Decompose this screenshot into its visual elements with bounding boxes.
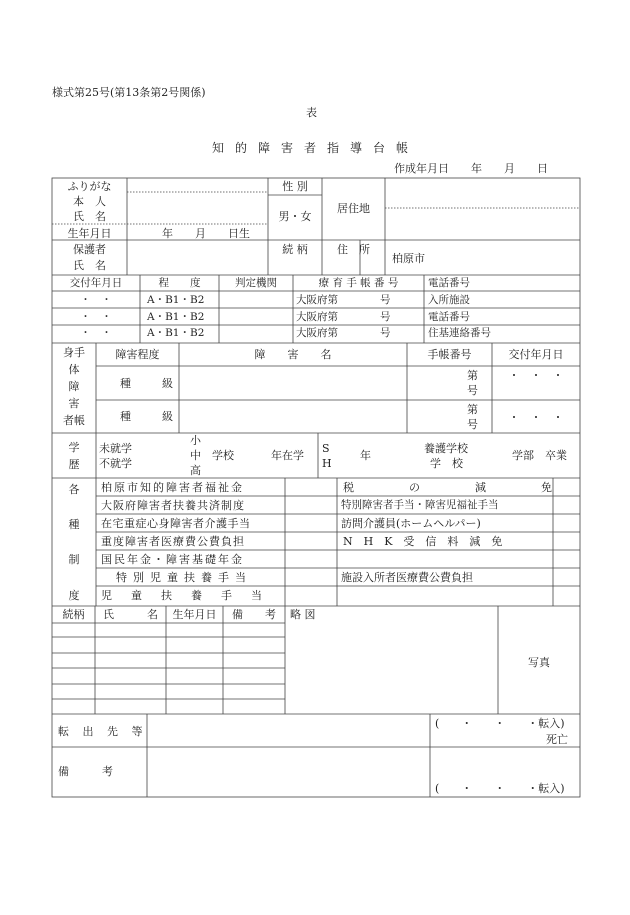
physical-row-1-date: ・ ・ ・ — [508, 369, 564, 382]
physical-row-2-grade: 級 — [162, 410, 173, 423]
education-status-1: 未就学 — [99, 442, 132, 455]
residence-label: 居住地 — [337, 202, 370, 215]
techo-row-1-number: 大阪府第 号 — [296, 294, 391, 306]
systems-side-2: 種 — [68, 518, 80, 531]
furigana-label: ふりがな — [67, 180, 112, 193]
remarks-moved-in: ( ・ ・ ・転入) — [435, 782, 565, 795]
education-level-top: 小 — [190, 434, 201, 447]
techo-row-2-grade: A・B1・B2 — [147, 311, 205, 323]
education-era-2: H — [322, 457, 332, 470]
family-header-notes: 備 考 — [232, 608, 276, 621]
physical-header-date: 交付年月日 — [508, 348, 564, 361]
techo-header-date: 交付年月日 — [69, 277, 123, 289]
physical-side-5: 者帳 — [63, 414, 85, 427]
system-right-6: 施設入所者医療費公費負担 — [341, 571, 473, 584]
sex-options: 男・女 — [278, 210, 312, 223]
remarks-label: 備 考 — [58, 765, 113, 778]
education-graduated: 学部 卒業 — [512, 449, 567, 462]
physical-header-number: 手帳番号 — [427, 348, 472, 361]
family-header-relation: 続柄 — [62, 608, 85, 621]
physical-side-3: 障 — [68, 380, 80, 393]
transfer-death: 死亡 — [546, 733, 568, 746]
techo-row-3-grade: A・B1・B2 — [147, 327, 205, 339]
education-side-1: 学 — [68, 441, 80, 454]
education-level-mid: 中 学校 — [190, 449, 234, 462]
sex-label: 性 別 — [282, 180, 308, 193]
techo-row-1-date: ・ ・ — [80, 294, 112, 306]
system-right-1: 税 の 減 免 — [343, 481, 574, 494]
physical-side-1: 身手 — [63, 346, 85, 359]
birth-date-label: 生年月日 — [67, 227, 112, 240]
system-left-3: 在宅重症心身障害者介護手当 — [101, 517, 251, 530]
systems-side-4: 度 — [68, 589, 80, 602]
guardian-label-1: 保護者 — [73, 243, 106, 256]
techo-row-3-number: 大阪府第 号 — [296, 327, 391, 339]
city-text: 柏原市 — [392, 252, 425, 265]
family-header-birth: 生年月日 — [172, 608, 217, 621]
address-label: 住 所 — [337, 243, 370, 256]
techo-row-1-contact: 入所施設 — [428, 294, 470, 306]
techo-row-1-grade: A・B1・B2 — [147, 294, 205, 306]
techo-header-number: 療 育 手 帳 番 号 — [318, 277, 399, 289]
system-right-4: NHK受信料減免 — [343, 535, 514, 548]
photo-label: 写真 — [528, 656, 550, 669]
map-label: 略 図 — [290, 608, 316, 621]
system-left-6: 特別児童扶養手当 — [116, 571, 252, 584]
page-title: 知的障害者指導台帳 — [212, 141, 420, 155]
techo-header-agency: 判定機関 — [235, 277, 277, 289]
physical-row-2-date: ・ ・ ・ — [508, 411, 564, 424]
guardian-label-2: 氏 名 — [73, 259, 106, 272]
system-left-7: 児童扶養手当 — [101, 589, 281, 602]
system-right-3: 訪問介護員(ホームヘルパー) — [341, 517, 481, 530]
system-left-4: 重度障害者医療費公費負担 — [101, 535, 245, 548]
education-level-bottom: 高 — [190, 464, 201, 477]
education-special-school-1: 養護学校 — [424, 442, 468, 455]
system-left-2: 大阪府障害者扶養共済制度 — [101, 499, 245, 512]
relation-label: 続 柄 — [282, 243, 308, 256]
techo-row-2-contact: 電話番号 — [428, 311, 470, 323]
education-enrolled: 年在学 — [271, 449, 304, 462]
techo-header-grade: 程 度 — [158, 277, 201, 289]
physical-side-4: 害 — [68, 397, 80, 410]
education-special-school-2: 学 校 — [430, 457, 463, 470]
transfer-label: 転 出 先 等 — [58, 725, 148, 738]
physical-row-2-go: 号 — [467, 418, 478, 431]
systems-side-3: 制 — [68, 553, 80, 566]
physical-row-1-dai: 第 — [467, 369, 478, 382]
name-label-1: 本 人 — [73, 195, 106, 208]
form-number: 様式第25号(第13条第2号関係) — [52, 86, 206, 99]
system-right-2: 特別障害者手当・障害児福祉手当 — [341, 499, 499, 511]
techo-row-2-date: ・ ・ — [80, 311, 112, 323]
education-year: 年 — [360, 449, 371, 462]
physical-header-grade: 障害程度 — [115, 348, 160, 361]
name-label-2: 氏 名 — [73, 210, 106, 223]
created-date-label: 作成年月日 年 月 日 — [394, 162, 548, 175]
techo-row-3-contact: 住基連絡番号 — [428, 327, 491, 339]
birth-date-fill: 年 月 日生 — [162, 227, 250, 240]
transfer-moved-in: ( ・ ・ ・転入) — [435, 717, 565, 730]
physical-row-2-dai: 第 — [467, 403, 478, 416]
physical-row-2-kind: 種 — [120, 410, 131, 423]
techo-row-3-date: ・ ・ — [80, 327, 112, 339]
system-left-1: 柏原市知的障害者福祉金 — [101, 481, 244, 494]
side-label: 表 — [306, 106, 317, 119]
physical-row-1-kind: 種 — [120, 377, 131, 390]
systems-side-1: 各 — [68, 483, 80, 496]
education-status-2: 不就学 — [99, 457, 132, 470]
education-side-2: 歴 — [68, 458, 80, 471]
family-header-name: 氏 名 — [103, 608, 158, 621]
physical-row-1-grade: 級 — [162, 377, 173, 390]
physical-header-name: 障 害 名 — [254, 348, 332, 361]
education-era-1: S — [322, 442, 330, 455]
techo-header-phone: 電話番号 — [428, 277, 470, 289]
system-left-5: 国民年金・障害基礎年金 — [101, 553, 244, 566]
physical-row-1-go: 号 — [467, 384, 478, 397]
physical-side-2: 体 — [68, 363, 80, 376]
techo-row-2-number: 大阪府第 号 — [296, 311, 391, 323]
